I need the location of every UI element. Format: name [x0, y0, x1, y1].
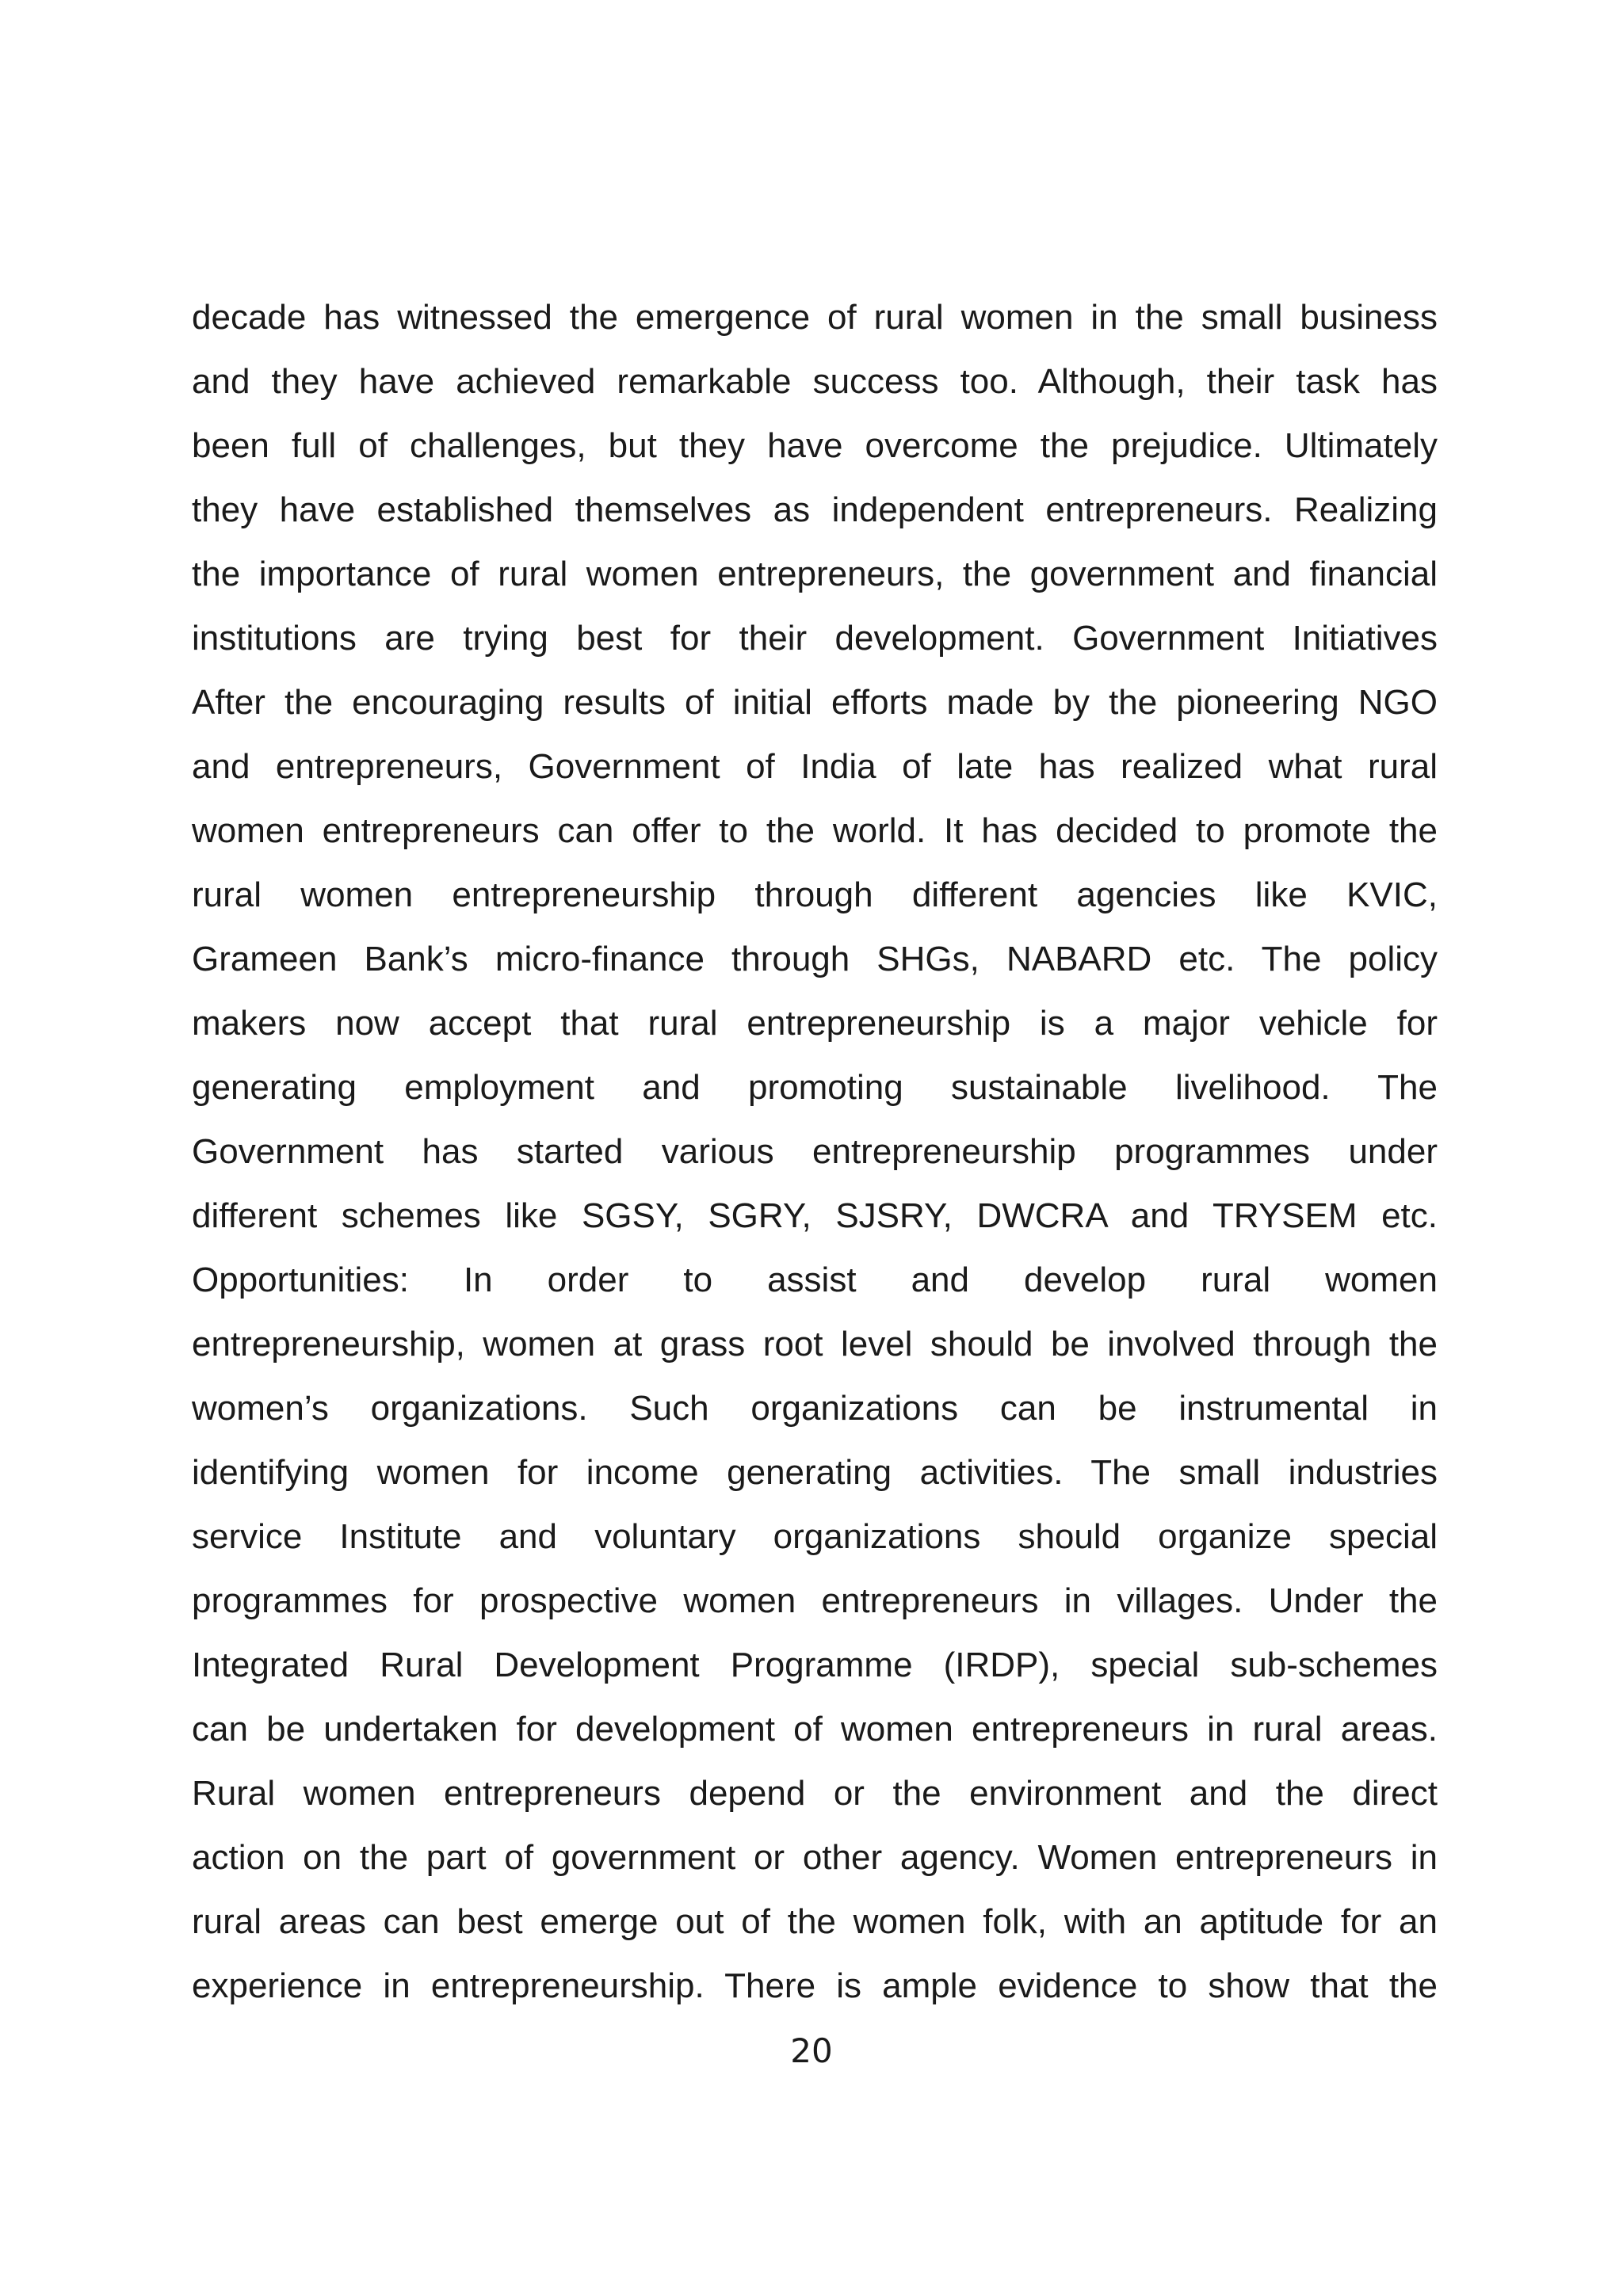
text-line: rural women entrepreneurship through different agencies like KVIC,: [192, 875, 1438, 914]
text-line: Government has started various entrepreneurship programmes under: [192, 1132, 1438, 1171]
text-line: and entrepreneurs, Government of India of late has realized what rural: [192, 747, 1438, 786]
text-line: entrepreneurship, women at grass root level should be involved through the: [192, 1325, 1438, 1363]
text-line: programmes for prospective women entrepreneurs in villages. Under the: [192, 1581, 1438, 1620]
text-line: service Institute and voluntary organizations should organize special: [192, 1517, 1438, 1556]
text-line: makers now accept that rural entrepreneurship is a major vehicle for: [192, 1004, 1438, 1043]
text-line: identifying women for income generating activities. The small industries: [192, 1453, 1438, 1492]
text-line: rural areas can best emerge out of the women folk, with an aptitude for an: [192, 1902, 1438, 1941]
text-line: different schemes like SGSY, SGRY, SJSRY, DWCRA and TRYSEM etc.: [192, 1196, 1438, 1235]
page-number: 20: [790, 2031, 833, 2070]
text-line: experience in entrepreneurship. There is ample evidence to show that the: [192, 1966, 1438, 2005]
text-line: Integrated Rural Development Programme (IRDP), special sub-schemes: [192, 1646, 1438, 1684]
text-line: generating employment and promoting sustainable livelihood. The: [192, 1068, 1438, 1107]
text-line: Opportunities: In order to assist and develop rural women: [192, 1261, 1438, 1299]
text-line: Rural women entrepreneurs depend or the environment and the direct: [192, 1774, 1438, 1813]
text-line: decade has witnessed the emergence of rural women in the small business: [192, 298, 1438, 337]
text-line: women’s organizations. Such organizations can be instrumental in: [192, 1389, 1438, 1428]
text-line: the importance of rural women entrepreneurs, the government and financial: [192, 555, 1438, 593]
text-line: Grameen Bank’s micro-finance through SHGs, NABARD etc. The policy: [192, 940, 1438, 978]
text-line: been full of challenges, but they have overcome the prejudice. Ultimately: [192, 426, 1438, 465]
text-line: and they have achieved remarkable success too. Although, their task has: [192, 362, 1438, 401]
text-line: can be undertaken for development of women entrepreneurs in rural areas.: [192, 1710, 1438, 1749]
text-line: institutions are trying best for their development. Government Initiatives: [192, 619, 1438, 658]
text-line: action on the part of government or other agency. Women entrepreneurs in: [192, 1838, 1438, 1877]
body-paragraph: [192, 285, 1438, 2018]
text-line: After the encouraging results of initial efforts made by the pioneering NGO: [192, 683, 1438, 722]
text-line: they have established themselves as independent entrepreneurs. Realizing: [192, 490, 1438, 529]
text-line: women entrepreneurs can offer to the world. It has decided to promote the: [192, 811, 1438, 850]
